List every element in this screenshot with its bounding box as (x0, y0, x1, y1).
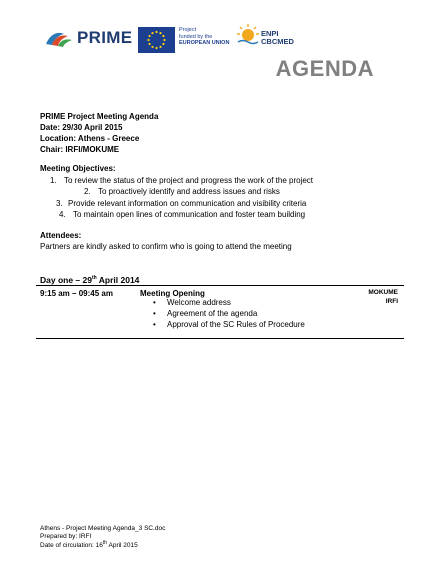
meeting-title: PRIME Project Meeting Agenda (40, 112, 159, 121)
eu-funding-logo (138, 27, 234, 53)
eu-star-icon (155, 31, 157, 33)
objective-item: To proactively identify and address issues and risks (98, 187, 280, 196)
session-bullet-item: Approval of the SC Rules of Procedure (167, 320, 305, 329)
session-bullet-item: Agreement of the agenda (167, 309, 258, 318)
objective-number: 1. (50, 176, 57, 185)
meeting-location: Location: Athens - Greece (40, 134, 140, 143)
day-one-heading: Day one – 29th April 2014 (40, 275, 140, 285)
prime-logo-text: PRIME (77, 28, 133, 47)
objective-number: 4. (59, 210, 66, 219)
bullet-icon: • (153, 320, 156, 329)
eu-star-icon (159, 46, 161, 48)
prime-logo (44, 26, 132, 50)
objective-item: To review the status of the project and progress the work of the project (64, 176, 314, 185)
enpi-text: ENPI CBCMED (261, 29, 294, 46)
prime-logo-icon (44, 28, 74, 48)
eu-star-icon (162, 35, 164, 37)
enpi-cbcmed-logo (236, 22, 298, 56)
eu-star-icon (151, 32, 153, 34)
attendees-heading: Attendees: (40, 231, 82, 240)
eu-star-icon (147, 39, 149, 41)
eu-star-icon (159, 32, 161, 34)
eu-funding-text: Project funded by the EUROPEAN UNION (179, 27, 230, 47)
session-title: Meeting Opening (140, 289, 205, 298)
objective-number: 2. (84, 187, 91, 196)
session-time: 9:15 am – 09:45 am (40, 289, 113, 298)
bullet-icon: • (153, 298, 156, 307)
bullet-icon: • (153, 309, 156, 318)
eu-star-icon (148, 35, 150, 37)
table-top-rule (36, 285, 404, 286)
session-lead-mokume: MOKUME (368, 289, 398, 296)
footer-circulation-date: Date of circulation: 16th April 2015 (40, 539, 138, 549)
eu-star-icon (163, 39, 165, 41)
eu-star-icon (151, 46, 153, 48)
eu-star-icon (155, 47, 157, 49)
footer (40, 525, 165, 550)
session-bullet-item: Welcome address (167, 298, 231, 307)
footer-filename: Athens - Project Meeting Agenda_3 SC.doc (40, 525, 166, 532)
eu-flag-icon (138, 27, 175, 53)
meeting-chair: Chair: IRFI/MOKUME (40, 145, 120, 154)
eu-star-icon (148, 43, 150, 45)
objectives-heading: Meeting Objectives: (40, 164, 116, 173)
footer-prepared-by: Prepared by: IRFI (40, 533, 92, 541)
table-bottom-rule (36, 338, 404, 339)
session-lead-irfi: IRFI (385, 298, 398, 305)
objective-number: 3. (56, 199, 63, 208)
agenda-title: AGENDA (275, 56, 374, 81)
enpi-sun-icon (236, 22, 260, 46)
eu-star-icon (162, 43, 164, 45)
objective-item: Provide relevant information on communication and visibility criteria (68, 199, 307, 208)
objective-item: To maintain open lines of communication and foster team building (73, 210, 306, 219)
meeting-date: Date: 29/30 April 2015 (40, 123, 123, 132)
attendees-text: Partners are kindly asked to confirm who is going to attend the meeting (40, 242, 292, 251)
